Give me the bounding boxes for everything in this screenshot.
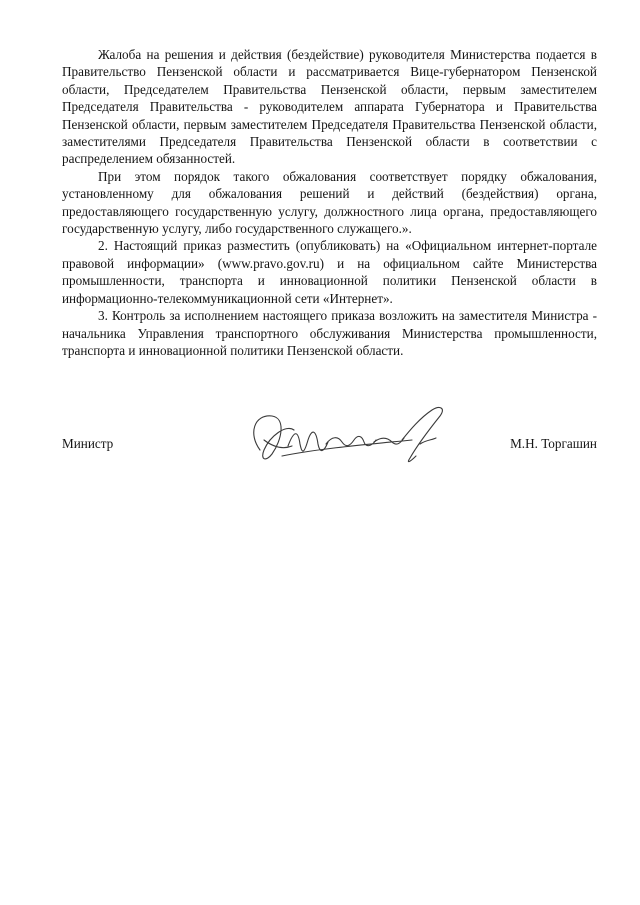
paragraph-publication: 2. Настоящий приказ разместить (опубликовать) на «Официальном интернет-портале правовой информации» (www.pravo.gov.ru) и на официальном сайте Министерства промышленности, транспорта и инновационной политики Пензенской области в информационно-телекоммуникационной сети «Интернет». bbox=[62, 238, 597, 306]
document-body bbox=[62, 46, 597, 359]
signatory-title: Министр bbox=[62, 436, 114, 451]
signatory-name: М.Н. Торгашин bbox=[510, 436, 597, 451]
paragraph-complaint-procedure: Жалоба на решения и действия (бездействие) руководителя Министерства подается в Правительство Пензенской области и рассматривается Вице-губернатором Пензенской области, Председателем Правительства Пензенской области, первым заместителем Председателя Правительства - руководителем аппарата Губернатора и Правительства Пензенской области, первым заместителем Председателя Правительства Пензенской области, заместителями Председателя Правительства Пензенской области в соответствии с распределением обязанностей. bbox=[62, 47, 597, 167]
paragraph-appeal-order: При этом порядок такого обжалования соответствует порядку обжалования, установленному для обжалования решений и действий (бездействия) органа, предоставляющего государственную услугу, должностного лица органа, предоставляющего государственную услугу, либо государственного служащего.». bbox=[62, 168, 597, 237]
signature-block bbox=[62, 400, 597, 490]
handwritten-signature-icon bbox=[242, 400, 472, 480]
paragraph-control: 3. Контроль за исполнением настоящего приказа возложить на заместителя Министра - начальника Управления транспортного обслуживания Министерства промышленности, транспорта и инновационной политики Пензенской области. bbox=[62, 308, 597, 358]
